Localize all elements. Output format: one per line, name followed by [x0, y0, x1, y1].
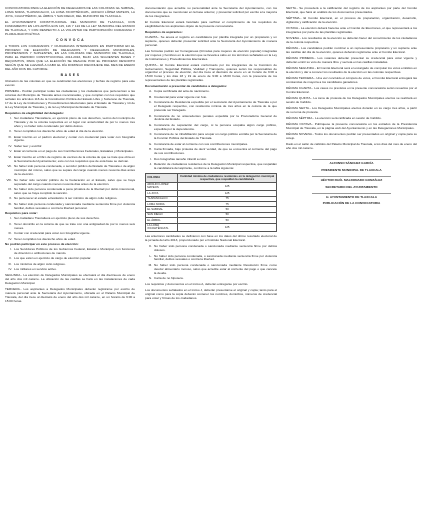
list-item: VIII. No haber sido servidor público de la Federación en el Estado, salvo que se haya separado del cargo cuando menos noventa días antes de la elección.	[6, 177, 135, 186]
table-row: SAN DIEGO 50	[146, 212, 277, 217]
list-item: II. Tener domicilio en la colonia de que se trate con una antigüedad de por lo menos seis meses.	[9, 221, 135, 230]
list-item: IV. Los militares en servicio activo.	[8, 267, 57, 272]
vote-requirements-list	[5, 217, 135, 241]
paragraph: documentación que acredite su personalidad ante la Secretaría del Ayuntamiento, con los documentos que se mencionan en la base anterior, y presentar solicitud por escrito a la mayoría de los integrantes.	[145, 6, 277, 18]
list-item: B. Credencial para votar vigente con foto.	[149, 94, 208, 99]
list-item: IV. Saber leer y escribir.	[8, 143, 43, 148]
list-item: X. No pertenecer al estado eclesiástico ni ser ministro de algún culto religioso.	[9, 196, 118, 201]
list-item: V. Estar al corriente en el pago de sus Contribuciones Federales, Estatales y Municipales.	[9, 149, 134, 154]
documents-list	[145, 90, 277, 171]
base-decima: DÉCIMA.- Los candidatos podrán nombrar a un representante propietario y un suplente ante las casillas del día de la elección, quienes deberán registrarse ante el Comité Electoral.	[286, 46, 417, 54]
list-item: K. No haber sido persona condenada o sancionada mediante sentencia firme por delitos dolosos.	[149, 244, 277, 253]
base-quinta: QUINTA.- El Comité Electoral estará conformado por los integrantes de la Comisión de Gobernación, Seguridad Pública, Vialidad y Transporte, quienes serán los responsables de organizar el proceso de elección, del día trece al dieciséis de enero en un horario de 9:00 a 15:00 horas y los días 18 y 19 de enero de 9:00 a 18:00 horas, con la presencia de los representantes de las planillas registradas.	[145, 62, 277, 83]
list-item: III. Estar inscrito en el padrón electoral y contar con credencial para votar con fotografía vigente.	[8, 134, 135, 143]
list-item: A. Copia certificada del acta de nacimiento.	[149, 89, 210, 94]
base-septima: SÉPTIMA.- El Comité Electoral, en el proceso de preparación, organización, desarrollo, vigilancia y calificación de la elección.	[286, 16, 417, 24]
convoca-paragraph: A TODOS LOS CIUDADANOS Y CIUDADANAS INTERESADOS EN PARTICIPAR EN EL PROCESO DE ELECCIÓN DE DELEGADOS Y DELEGADAS MUNICIPALES, PROPIETARIOS Y SUPLENTES, EN LAS COLONIAS DEL MUNICIPIO DE TLAXCALA, PARA EL PERIODO CONSTITUCIONAL 2014-2016, BAJO LAS SIGUIENTES BASES Y REQUISITOS, PARA QUE LA ELECCIÓN SE REALICE POR EL PROCESO DESCRITO SEGÚN QUE SE LLEVARÁ A CABO EL DÍA DOMINGO DIECINUEVE DEL MES DE ENERO DEL AÑO DOS MIL CATORCE.	[5, 43, 135, 72]
signature-name: ALFONSO SÁNCHEZ GARCÍA	[329, 161, 374, 166]
signature-block	[286, 159, 417, 206]
table-row: EL SABINAL 50	[146, 207, 277, 212]
list-item: F. Constancia de no inhabilitación para ocupar un cargo público emitida por la Secretaría de la Función Pública del Estado de Tlaxcala.	[149, 132, 277, 141]
list-item: N. Carta de no hipoteca.	[148, 276, 184, 281]
documents-list-continued	[145, 245, 277, 281]
column-right	[286, 7, 417, 209]
base-decima-octava: DÉCIMA OCTAVA.- Publíquese la presente convocatoria en los estrados de la Presidencia Municipal de Tlaxcala, en la página web del Ayuntamiento y en las Delegaciones Municipales.	[286, 122, 417, 130]
signature-line	[312, 159, 391, 160]
list-item: XI. No haber sido persona condenada y sancionada mediante sentencia firme por violencia familiar, delitos sexuales o contra la libertad personal.	[8, 201, 135, 210]
convoca-heading: C O N V O C A	[55, 37, 85, 42]
column-middle	[145, 7, 277, 303]
base-decima-quinta: DÉCIMA QUINTA.- La toma de protesta de los Delegados Municipales electos se realizará en sesión de Cabildo.	[286, 96, 417, 104]
list-item: C. Constancia de Residencia expedida por el secretario del Ayuntamiento de Tlaxcala o por el Delegado respectivo, con residencia mínima de tres años en la colonia de la que pretende ser Delegado.	[148, 100, 277, 113]
vote-requirements-heading: Requisitos para votar:	[5, 211, 38, 216]
base-sexta: SEXTA.- Se procederá a la calificación del registro de los aspirantes por parte del Comité Electoral, que hará un análisis de los documentos presentados.	[286, 6, 417, 14]
list-item: L. No haber sido persona condenada, o sancionada mediante sentencia firme por violencia familiar, delitos sexuales o contra la libertad.	[149, 253, 277, 262]
list-item: IX. No haber sido persona condenada a pena privativa de la libertad por delito intencional, salvo que se haya cumplido la sanción.	[8, 187, 135, 195]
list-item: E. Constancia de separación del cargo, si la persona ocupaba algún cargo público, expedida por la dependencia.	[149, 122, 277, 131]
signature-name: HÉCTOR RAÚL MALDONADO GONZÁLEZ	[320, 178, 383, 183]
column-left	[5, 7, 135, 306]
paragraph: Los requisitos y documentos en el inciso A, deberán entregarse por escrito.	[145, 281, 249, 286]
signature-line	[312, 193, 391, 194]
table-row: LOMA NORIA 75	[146, 201, 277, 206]
base-decima-cuarta: DÉCIMA CUARTA.- Los casos no previstos en la presente convocatoria serán resueltos por el Comité Electoral.	[286, 86, 417, 94]
list-item: II. Los que estén en ejercicio de cargo de elección popular.	[9, 256, 92, 261]
requirements-list	[5, 117, 135, 211]
impediments-list	[5, 248, 135, 272]
paragraph: Las anteriores cantidades se definieron con base en los datos del último resultado electoral de la jornada del año 2013, proporcionado por el Instituto Nacional Electoral.	[145, 234, 277, 243]
list-item: III. Los ministros de algún culto religioso.	[8, 261, 66, 266]
aspirants-heading: Requisitos de aspirantes:	[145, 29, 183, 34]
table-row: LA JOYA 125	[146, 191, 277, 196]
list-item: I. Dos fotografías tamaño infantil a color.	[150, 156, 207, 161]
column-header: Cantidad mínima de ciudadanos residentes en la delegación municipal respectiva, que respaldan la candidatura	[178, 174, 277, 183]
column-header: COLONIA	[146, 174, 178, 183]
list-item: I. Los Servidores Públicos de los Gobiernos Federal, Estatal o Municipal, con funciones de dirección o atribuciones de mando.	[10, 247, 135, 255]
signature-title: PUBLICACIÓN DE LA CONVOCATORIA	[322, 201, 381, 206]
base-primera: PRIMERA.- Podrán participar todas las ciudadanas y los ciudadanos que pertenezcan a las colonias del Municipio de Tlaxcala antes mencionadas, y que cumplan con los requisitos que señalan los artículos 116 de la Constitución Política del Estado Libre y Soberano de Tlaxcala, 17 de la Ley de Instituciones y Procedimientos Electorales para el Estado de Tlaxcala y 14 de la Ley Municipal de Tlaxcala, y de la Ley Municipal del Estado de Tlaxcala.	[5, 89, 135, 109]
table-row: EL ÁRBOL 50	[146, 218, 277, 223]
signature-line	[312, 176, 391, 177]
base-decima-novena: DÉCIMA NOVENA.- Todos los documentos podrán ser presentados en original y copia para su cotejo.	[286, 132, 417, 140]
signature-title: SECRETARIO DEL AYUNTAMIENTO	[325, 184, 378, 189]
list-item: J. Relación de ciudadanos residentes de la Delegación Municipal respectiva, que respaldan la candidatura del aspirante, conforme a la tabla siguiente:	[149, 162, 277, 171]
base-decima-primera: DÉCIMA PRIMERA.- Los votantes deberán presentar su credencial para votar vigente y deberán emitir su voto de manera libre y secreta en las casillas instaladas.	[286, 56, 417, 64]
base-decima-septima: DÉCIMA SÉPTIMA.- La elección será ratificada en sesión de Cabildo.	[286, 116, 382, 120]
list-item: M. No haber sido persona condenada o sancionada mediante Resolución firme como deudor alimentario moroso, salvo que acredite estar al corriente del pago o que cancele la deuda.	[148, 262, 277, 275]
list-item: VII. No haber sido persona condenada, o servidor público del Estado de Tlaxcala o de algún municipio del mismo, salvo que se separe del cargo cuando menos noventa días antes de la elección.	[7, 164, 135, 177]
base-novena: NOVENA.- Los resultados de la elección se deberán hacer del conocimiento de los ciudadanos de la colonia respectiva.	[286, 36, 417, 44]
signature-title: PRESIDENTE MUNICIPAL DE TLAXCALA	[321, 167, 382, 172]
documents-heading: Documentación a presentar de candidatos a delegados:	[145, 84, 228, 89]
list-item: I. Ser ciudadano Tlaxcalteca, en ejercicio pleno de sus derechos, vecino del municipio de Tlaxcala y de la colonia respectiva en el lugar con anterioridad de por lo menos tres años y no haber sido condenado por delito doloso.	[10, 115, 135, 128]
base-decima-tercera: DÉCIMA TERCERA.- Una vez concluido el cómputo de votos, el Comité Electoral entregará las constancias de mayoría a los candidatos ganadores.	[286, 76, 417, 84]
bases-intro: Ubicación de las colonias en que se celebrarán las elecciones y fechas de registro para este evento:	[5, 79, 135, 87]
signature-name: H. AYUNTAMIENTO DE TLAXCALA	[326, 195, 377, 200]
list-item: H. Carta firmada, bajo protesta de decir verdad, de que se encuentra al corriente del pago de sus contribuciones.	[148, 147, 277, 156]
paragraph: Los documentos señalados en el inciso J, deberán presentarse el original y copia; tanto para el original como para la copia deberán contener los nombres, domicilios, números de credencial para votar y firmas de los ciudadanos.	[145, 287, 277, 300]
table-header-row	[146, 174, 277, 183]
intro-paragraph: CONVOCATORIA PARA LA ELECCIÓN DE DELEGADOS DE LAS COLONIAS: EL SABINAL, LOMA NORIA, TLAPANCALCO, LA LOMA XICOHTÉNCATL, ADOLFO LÓPEZ MATEOS, LA JOYA, CUAUHTÉMOC, EL ÁRBOL Y SAN DIEGO, DEL MUNICIPIO DE TLAXCALA.	[5, 6, 135, 18]
requirements-heading: Requisitos de elegibilidad del delegado:	[5, 110, 64, 115]
list-item: D. Constancia de no antecedentes penales expedida por la Procuraduría General de Justicia del Estado.	[148, 113, 277, 122]
residents-table	[145, 173, 277, 232]
bases-heading: B A S E S	[60, 73, 80, 78]
list-item: III. Contar con credencial para votar con fotografía vigente.	[8, 231, 91, 236]
base-decima-segunda: DÉCIMA SEGUNDA.- El Comité Electoral será el encargado de computar los votos emitidos en la elección y dar a conocer los resultados de la elección en las colonias respectivas.	[286, 66, 417, 74]
table-row: LA LOMA XICOHTÉNCATL 125	[146, 223, 277, 232]
table-row: TLAPANCALCO 75	[146, 196, 277, 201]
impediments-heading: No podrán participar en este proceso de elección:	[5, 242, 79, 247]
paragraph: El Comité Electoral estará facultado para verificar el cumplimiento de los requisitos de elegibilidad de los aspirantes objeto de la presente convocatoria.	[145, 19, 277, 28]
list-item: G. Constancia de estar al corriente con sus contribuciones municipales.	[148, 141, 249, 146]
list-item: I. Ser ciudadano Tlaxcalteca en ejercicio pleno de sus derechos.	[10, 216, 100, 221]
list-item: II. Tener cumplidos los dieciocho años de edad al día de la elección.	[9, 129, 104, 133]
closing-paragraph: Dado en el salón de cabildos del Palacio Municipal de Tlaxcala, a los días del mes de enero del año dos mil catorce.	[286, 142, 417, 150]
intro-paragraph-2: EL AYUNTAMIENTO CONSTITUCIONAL DEL MUNICIPIO DE TLAXCALA, CON FUNDAMENTO EN LOS ARTÍCULOS 115, 116 Y 124 DE LA LEY MUNICIPAL DEL ESTADO DE TLAXCALA, Y CON RESPECTO A LA VOLUNTAD DE PARTICIPACIÓN CIUDADANA Y PLURALIDAD POLÍTICA:	[5, 19, 135, 36]
base-tercera: TERCERA.- Los aspirantes a Delegados Municipales deberán registrarse por escrito de manera personal ante la Secretaría del Ayuntamiento, ubicada en el Palacio Municipal de Tlaxcala, del día trece al dieciséis de enero del año dos mil catorce, en un horario de 9:00 a 15:00 horas.	[5, 286, 135, 303]
base-segunda: SEGUNDA.- La elección de Delegados Municipales se efectuará el día diecinueve de enero del año dos mil catorce. La ubicación de las casillas se hará en las instalaciones de cada Delegación Municipal.	[5, 272, 135, 285]
base-decima-sexta: DÉCIMA SEXTA.- Los Delegados Municipales electos durarán en su cargo tres años, a partir de su toma de protesta.	[286, 106, 417, 114]
base-octava: OCTAVA.- La elección deberá hacerse ante el Comité de Elecciones, el que representará a los integrantes por parte de las planillas registradas.	[286, 26, 417, 34]
base-cuarta: CUARTA.- Se anexa el registro en candidatura por planilla integrada por un propietario y un suplente, quienes deberán presentar solicitud ante la Secretaría del Ayuntamiento de manera personal.	[145, 34, 277, 47]
table-row: ADOLFO LÓPEZ MATEOS 125	[146, 182, 277, 191]
paragraph: Las fórmulas podrán ser homogéneas (fórmulas para mujeres de elección popular) integradas por mujeres y hombres en la elección que se llevará a cabo en los términos señalados en la Ley de Instituciones y Procedimientos Electorales.	[145, 48, 277, 61]
list-item: IV. Tener cumplidos los dieciocho años de edad.	[8, 236, 76, 241]
list-item: VI. Estar inscrito en el libro de registro de vecinos de la colonia de que se trate que obra en la Secretaría del Ayuntamiento; esto con los requisitos que de esta base se derivan.	[8, 154, 135, 163]
